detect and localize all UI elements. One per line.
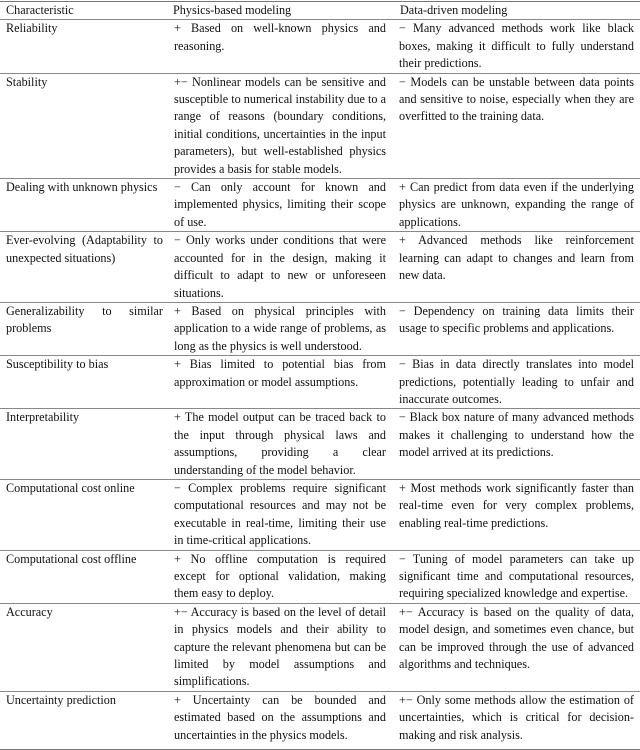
table-row bbox=[0, 603, 640, 691]
table-row bbox=[0, 409, 640, 480]
data-driven-cell: + Most methods work significantly faster than real-time even for very complex problems, enabling real-time predictions. bbox=[399, 480, 634, 530]
characteristic-cell: Accuracy bbox=[6, 604, 53, 619]
header-row bbox=[0, 2, 640, 20]
characteristic-cell: Uncertainty prediction bbox=[6, 692, 116, 707]
header-physics-based: Physics-based modeling bbox=[173, 3, 292, 17]
physics-based-cell: + Based on physical principles with application to a wide range of problems, as long as the physics is well understood. bbox=[174, 303, 386, 353]
header-characteristic: Characteristic bbox=[6, 3, 74, 17]
data-driven-cell: − Black box nature of many advanced methods makes it challenging to understand how the model arrived at its predictions. bbox=[399, 410, 634, 460]
data-driven-cell: + Can predict from data even if the underlying physics are unknown, expanding the range of applications. bbox=[399, 180, 634, 229]
physics-based-cell: + The model output can be traced back to the input through physical laws and assumptions, providing a clear understanding of the model behavior. bbox=[174, 410, 386, 477]
data-driven-cell: − Models can be unstable between data points and sensitive to noise, especially when they are overfitted to the training data. bbox=[399, 74, 634, 124]
characteristic-cell: Ever-evolving (Adaptability to unexpected situations) bbox=[6, 233, 163, 265]
physics-based-cell: + Based on well-known physics and reasoning. bbox=[174, 21, 386, 53]
data-driven-cell: − Bias in data directly translates into model predictions, potentially leading to unfair and inaccurate outcomes. bbox=[399, 357, 634, 406]
table-body bbox=[0, 20, 640, 749]
table-header bbox=[0, 2, 640, 20]
physics-based-cell: + Uncertainty can be bounded and estimated based on the assumptions and uncertainties in the physics models. bbox=[174, 692, 386, 742]
characteristic-cell: Computational cost offline bbox=[6, 551, 137, 566]
comparison-table bbox=[0, 1, 640, 750]
table-row bbox=[0, 356, 640, 409]
physics-based-cell: − Complex problems require significant computational resources and may not be executable in real-time, limiting their use in time-critical applications. bbox=[174, 480, 386, 548]
table-row bbox=[0, 73, 640, 178]
characteristic-cell: Stability bbox=[6, 74, 48, 89]
data-driven-cell: + Advanced methods like reinforcement learning can adapt to changes and learn from new data. bbox=[399, 233, 634, 283]
table-row bbox=[0, 691, 640, 749]
table-row bbox=[0, 302, 640, 355]
characteristic-cell: Computational cost online bbox=[6, 480, 135, 495]
data-driven-cell: − Many advanced methods work like black boxes, making it difficult to fully understand their predictions. bbox=[399, 21, 634, 71]
physics-based-cell: − Only works under conditions that were accounted for in the design, making it difficult to adapt to new or unforeseen situations. bbox=[174, 233, 386, 300]
physics-based-cell: + Bias limited to potential bias from approximation or model assumptions. bbox=[174, 357, 386, 389]
header-data-driven: Data-driven modeling bbox=[400, 3, 508, 17]
data-driven-cell: − Tuning of model parameters can take up significant time and computational resources, requiring specialized knowledge and expertise. bbox=[399, 551, 634, 601]
characteristic-cell: Interpretability bbox=[6, 410, 80, 425]
table-row bbox=[0, 20, 640, 73]
table-row bbox=[0, 550, 640, 603]
physics-based-cell: +− Accuracy is based on the level of detail in physics models and their ability to capture the relevant phenomena but can be limited by model assumptions and simplifications. bbox=[174, 604, 386, 689]
characteristic-cell: Susceptibility to bias bbox=[6, 357, 109, 372]
physics-based-cell: + No offline computation is required except for optional validation, making them easy to deploy. bbox=[174, 551, 386, 601]
table-row bbox=[0, 232, 640, 303]
characteristic-cell: Dealing with unknown physics bbox=[6, 180, 158, 195]
characteristic-cell: Reliability bbox=[6, 21, 58, 36]
table-row bbox=[0, 179, 640, 232]
data-driven-cell: +− Accuracy is based on the quality of data, model design, and sometimes even chance, but can be improved through the use of advanced algorithms and techniques. bbox=[399, 604, 634, 672]
data-driven-cell: − Dependency on training data limits their usage to specific problems and applications. bbox=[399, 303, 634, 336]
physics-based-cell: +− Nonlinear models can be sensitive and susceptible to numerical instability due to a range of reasons (boundary conditions, initial conditions, uncertainties in the input parameters), but well-established physics provides a basis for stable models. bbox=[174, 74, 386, 176]
table-row bbox=[0, 479, 640, 550]
data-driven-cell: +− Only some methods allow the estimation of uncertainties, which is critical for decision-making and risk analysis. bbox=[399, 692, 634, 742]
physics-based-cell: − Can only account for known and implemented physics, limiting their scope of use. bbox=[174, 180, 386, 229]
characteristic-cell: Generalizability to similar problems bbox=[6, 303, 163, 336]
